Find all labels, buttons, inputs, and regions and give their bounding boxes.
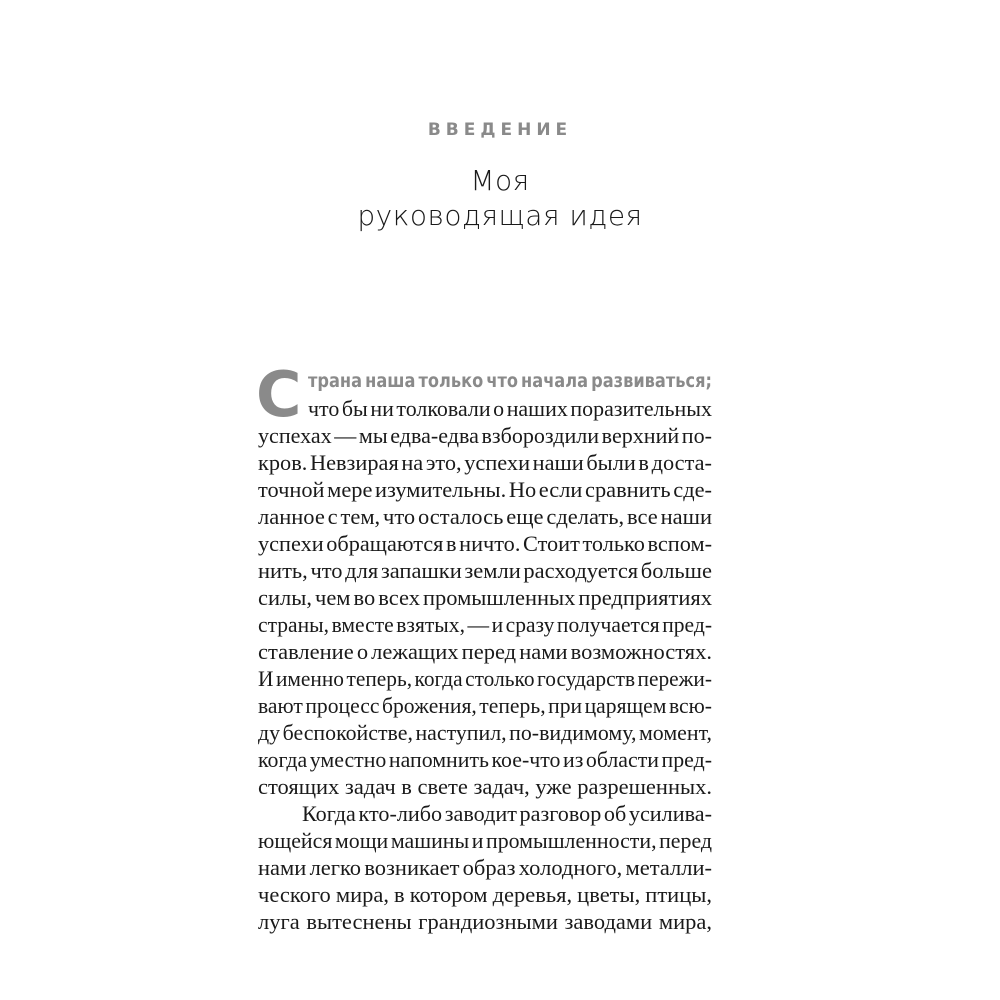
text-line: [258, 773, 712, 800]
text-line: [258, 476, 712, 503]
line-text: что бы ни толковали о наших поразительных: [308, 396, 712, 421]
line-text: Когда кто-либо заводит разговор об усилива-: [302, 801, 712, 826]
text-line: [258, 449, 712, 476]
chapter-kicker: ВВЕДЕНИЕ: [427, 120, 573, 140]
text-line: [258, 719, 712, 746]
text-line: [258, 665, 712, 692]
text-line: [258, 557, 712, 584]
text-line: [258, 854, 712, 881]
text-line: [258, 422, 712, 449]
line-text: успехах — мы едва-едва взбороздили верхний по-: [258, 423, 712, 448]
drop-cap: С: [256, 358, 302, 431]
line-text: нами легко возникает образ холодного, металли-: [258, 855, 712, 880]
line-text: ющейся мощи машины и промышленности, перед: [258, 828, 712, 853]
line-text: точной мере изумительны. Но если сравнить сде-: [258, 477, 712, 502]
lead-in-line: [258, 368, 712, 395]
text-line: [258, 584, 712, 611]
text-line: [258, 881, 712, 908]
text-line: [258, 503, 712, 530]
line-text: кров. Невзирая на это, успехи наши были в доста-: [258, 450, 712, 475]
line-text: нить, что для запашки земли расходуется больше: [258, 558, 712, 583]
line-text: И именно теперь, когда столько государств пережи-: [258, 666, 712, 691]
chapter-title-line-1: Моя: [470, 164, 530, 197]
text-line: [258, 800, 712, 827]
line-text: ланное с тем, что осталось еще сделать, все наши: [258, 504, 712, 529]
line-text: успехи обращаются в ничто. Стоит только вспом-: [258, 531, 712, 556]
line-text: ставление о лежащих перед нами возможностях.: [258, 639, 712, 664]
line-text: когда уместно напомнить кое-что из области пред-: [258, 747, 712, 772]
text-line: [258, 611, 712, 638]
line-text: стоящих задач в свете задач, уже разрешенных.: [258, 774, 712, 799]
text-line: [258, 530, 712, 557]
line-text: ческого мира, в котором деревья, цветы, птицы,: [258, 882, 712, 907]
line-text: страны, вместе взятых, — и сразу получается пред-: [258, 612, 712, 637]
line-text: ду беспокойстве, наступил, по-видимому, момент,: [258, 720, 712, 745]
text-line: [258, 908, 712, 935]
line-text: силы, чем во всех промышленных предприятиях: [258, 585, 712, 610]
text-line: [258, 827, 712, 854]
text-line: [258, 692, 712, 719]
text-line: [258, 395, 712, 422]
text-line: [258, 638, 712, 665]
line-text: вают процесс брожения, теперь, при царящем всю-: [258, 693, 712, 718]
chapter-title-line-2: руководящая идея: [357, 199, 643, 232]
line-text: луга вытеснены грандиозными заводами мира,: [258, 909, 712, 934]
body-text: [256, 358, 712, 935]
text-line: [258, 746, 712, 773]
lead-in-text: трана наша только что начала развиваться;: [308, 370, 712, 392]
